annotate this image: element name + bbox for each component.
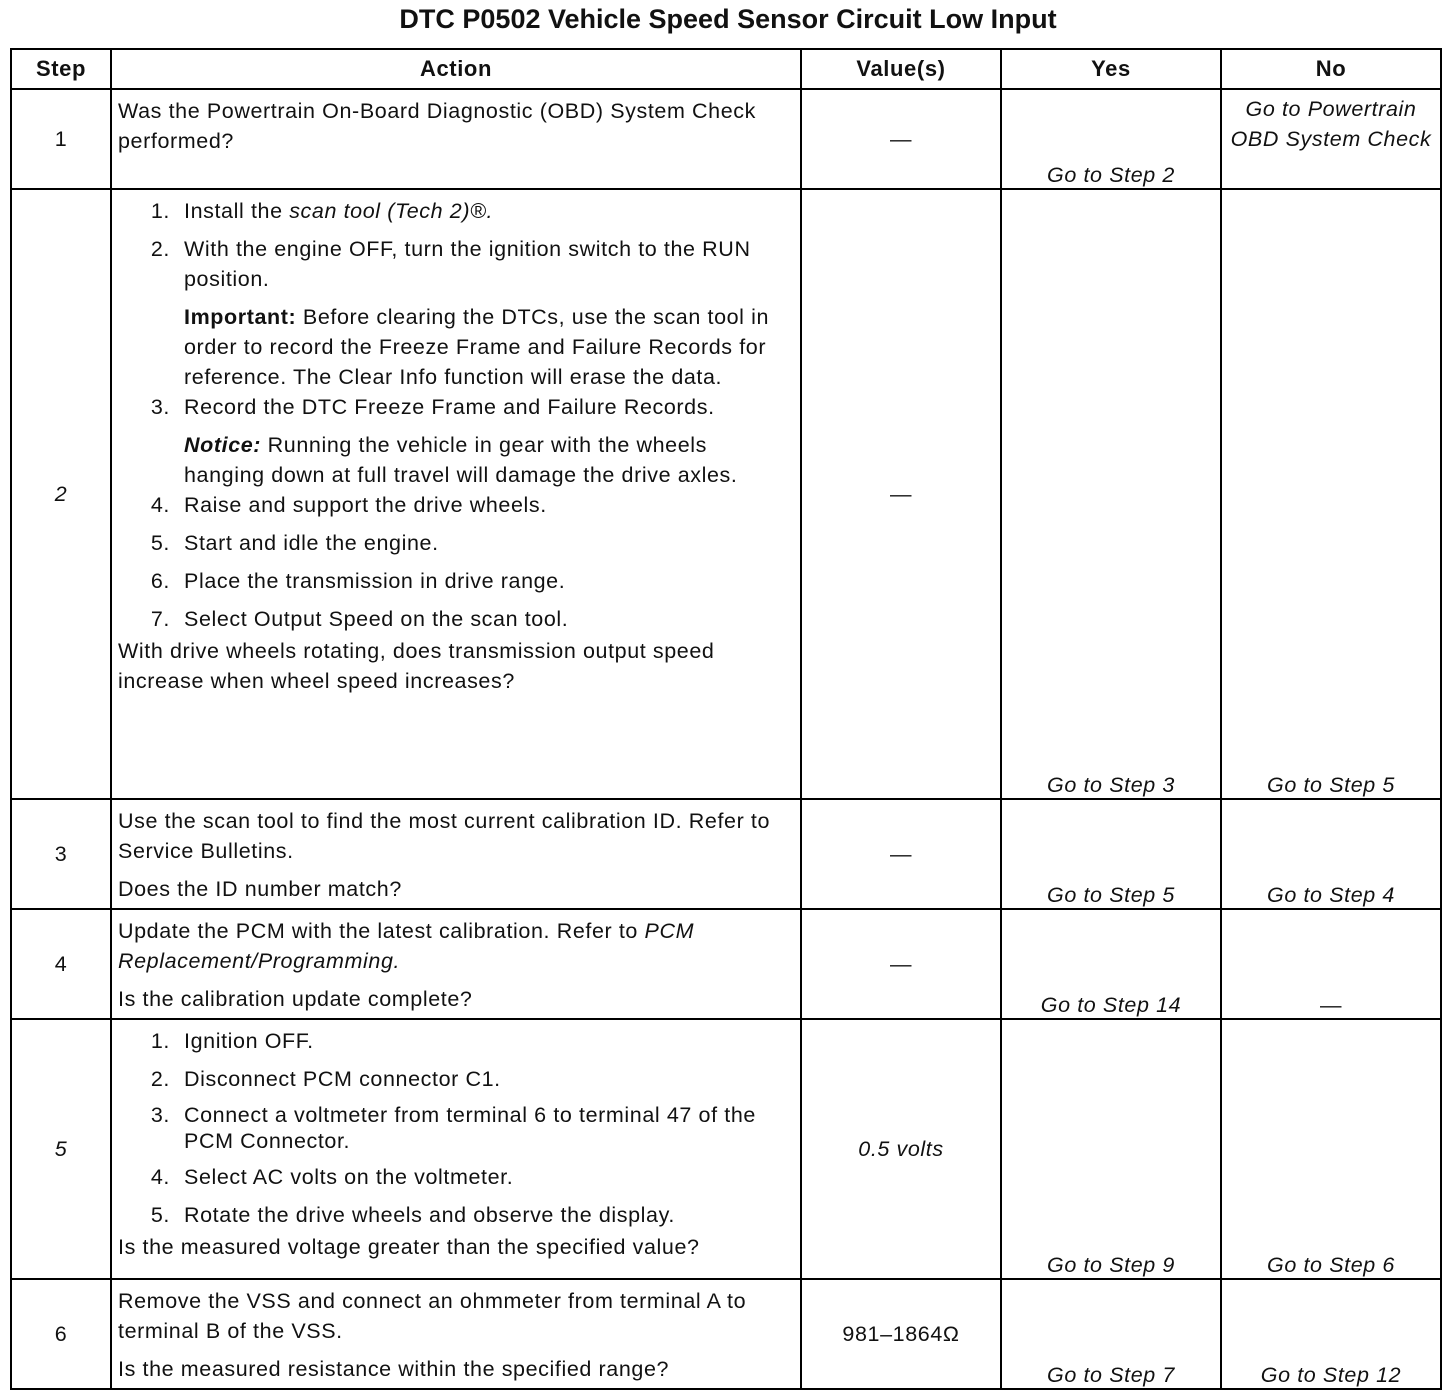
no-cell: Go to Powertrain OBD System Check — [1221, 89, 1441, 189]
yes-cell: Go to Step 7 — [1001, 1279, 1221, 1389]
notice-note: Notice: Running the vehicle in gear with the wheels hanging down at full travel will damage the drive axles. — [184, 433, 738, 487]
action-cell — [111, 909, 801, 1019]
list-item: 5. Start and idle the engine. — [150, 531, 439, 555]
header-no: No — [1221, 49, 1441, 89]
yes-cell: Go to Step 9 — [1001, 1019, 1221, 1279]
action-question: Does the ID number match? — [118, 877, 402, 901]
table-row — [11, 1279, 1441, 1389]
list-item: 3. Connect a voltmeter from terminal 6 to terminal 47 of the PCM Connector. — [150, 1103, 756, 1153]
action-question: Is the measured voltage greater than the specified value? — [118, 1235, 700, 1259]
table-row — [11, 1019, 1441, 1279]
header-values: Value(s) — [801, 49, 1001, 89]
list-item: 5. Rotate the drive wheels and observe the display. — [150, 1203, 675, 1227]
action-text: Remove the VSS and connect an ohmmeter from terminal A to terminal B of the VSS. — [118, 1289, 747, 1343]
table-row — [11, 909, 1441, 1019]
header-step: Step — [11, 49, 111, 89]
action-question: Is the calibration update complete? — [118, 987, 473, 1011]
header-action: Action — [111, 49, 801, 89]
no-cell: Go to Step 12 — [1221, 1279, 1441, 1389]
diagnostic-table — [10, 48, 1442, 1390]
action-cell — [111, 799, 801, 909]
action-cell — [111, 1279, 801, 1389]
step-number: 5 — [11, 1019, 111, 1279]
list-item: 6. Place the transmission in drive range. — [150, 569, 566, 593]
value-cell: — — [801, 189, 1001, 799]
no-cell: Go to Step 5 — [1221, 189, 1441, 799]
table-row — [11, 189, 1441, 799]
yes-cell: Go to Step 5 — [1001, 799, 1221, 909]
action-cell — [111, 89, 801, 189]
action-question: Is the measured resistance within the specified range? — [118, 1357, 670, 1381]
important-note: Important: Before clearing the DTCs, use the scan tool in order to record the Freeze Frame and Failure Records for reference. The Clear Info function will erase the data. — [184, 305, 770, 389]
list-item: 1. Ignition OFF. — [150, 1029, 314, 1053]
step-number: 1 — [11, 89, 111, 189]
value-cell: — — [801, 909, 1001, 1019]
value-cell: 981–1864Ω — [801, 1279, 1001, 1389]
table-row — [11, 89, 1441, 189]
action-text: Was the Powertrain On-Board Diagnostic (OBD) System Check performed? — [118, 99, 756, 153]
page-title: DTC P0502 Vehicle Speed Sensor Circuit Low Input — [399, 4, 1057, 34]
action-text: Use the scan tool to find the most current calibration ID. Refer to Service Bulletins. — [118, 809, 771, 863]
no-cell: Go to Step 6 — [1221, 1019, 1441, 1279]
header-yes: Yes — [1001, 49, 1221, 89]
value-cell: — — [801, 89, 1001, 189]
yes-cell: Go to Step 2 — [1001, 89, 1221, 189]
action-cell — [111, 1019, 801, 1279]
list-item: 2. Disconnect PCM connector C1. — [150, 1067, 501, 1091]
list-item: 1. Install the scan tool (Tech 2)®. — [150, 199, 494, 223]
yes-cell: Go to Step 14 — [1001, 909, 1221, 1019]
list-item: 3. Record the DTC Freeze Frame and Failure Records. — [150, 395, 715, 419]
list-item: 4. Select AC volts on the voltmeter. — [150, 1165, 514, 1189]
step-number: 2 — [11, 189, 111, 799]
step-number: 6 — [11, 1279, 111, 1389]
no-cell: — — [1221, 909, 1441, 1019]
list-item: 7. Select Output Speed on the scan tool. — [150, 607, 569, 631]
table-row — [11, 799, 1441, 909]
header-row — [11, 49, 1441, 89]
step-number: 3 — [11, 799, 111, 909]
action-question: With drive wheels rotating, does transmission output speed increase when wheel speed increases? — [118, 639, 715, 693]
action-cell — [111, 189, 801, 799]
action-text: Update the PCM with the latest calibration. Refer to PCM Replacement/Programming. — [118, 919, 695, 973]
list-item: 2. With the engine OFF, turn the ignition switch to the RUN position. — [150, 237, 751, 291]
value-cell: — — [801, 799, 1001, 909]
value-cell: 0.5 volts — [801, 1019, 1001, 1279]
step-number: 4 — [11, 909, 111, 1019]
no-cell: Go to Step 4 — [1221, 799, 1441, 909]
list-item: 4. Raise and support the drive wheels. — [150, 493, 547, 517]
yes-cell: Go to Step 3 — [1001, 189, 1221, 799]
